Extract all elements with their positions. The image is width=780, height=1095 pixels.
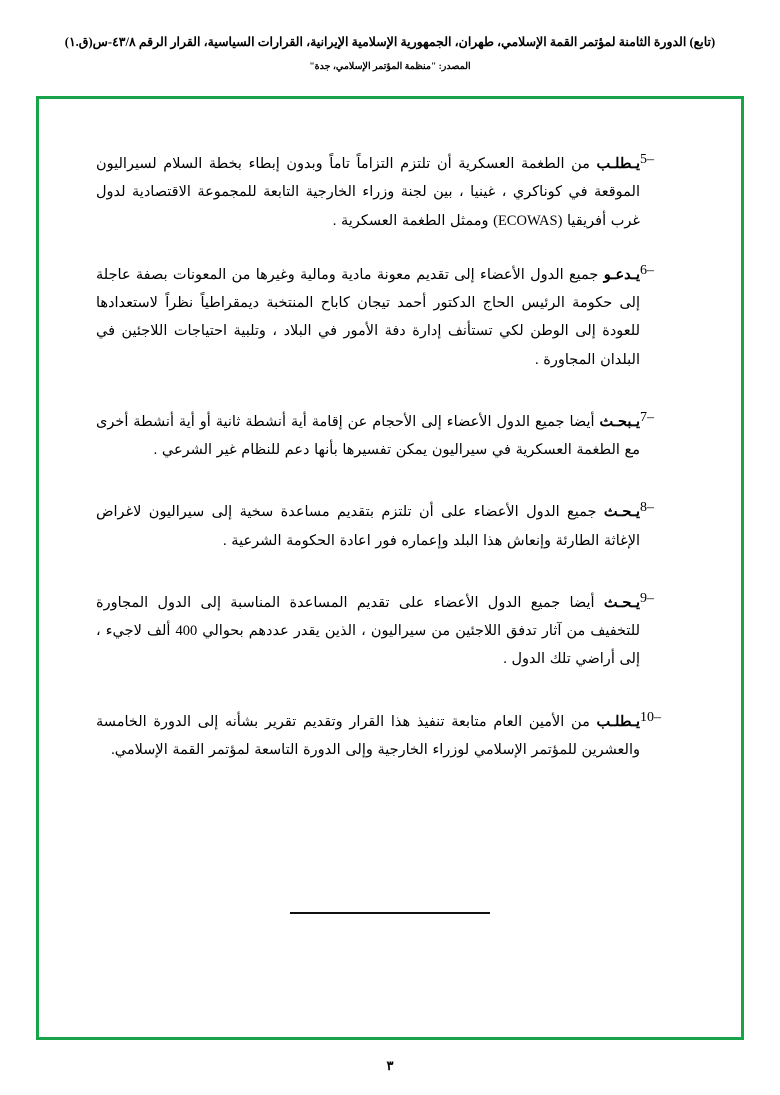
clause-body-text: من الطغمة العسكرية أن تلتزم التزاماً تاماً وبدون إبطاء بخطة السلام لسيراليون الموقعة في كوناكري ، غينيا ، بين لجنة وزراء الخارجية التابعة للمجموعة الاقتصادية لدول غرب أفريقيا (ECOWAS) وممثل الطغمة العسكرية . — [96, 156, 640, 229]
clause-body-text: جميع الدول الأعضاء على أن تلتزم بتقديم مساعدة سخية إلى سيراليون لاغراض الإغاثة الطارئة وإنعاش هذا البلد وإعماره فور اعادة الحكومة الشرعية . — [96, 504, 640, 549]
clause-number-value: 10 — [640, 709, 654, 725]
clause-item — [96, 408, 684, 465]
clause-number-value: 5 — [640, 152, 647, 167]
clause-number-value: 8 — [640, 500, 647, 516]
clause-item — [96, 589, 684, 674]
clause-dash: – — [647, 262, 654, 278]
clause-body-text: أيضا جميع الدول الأعضاء على تقديم المساعدة المناسبة إلى الدول المجاورة للتخفيف من آثار تدفق اللاجئين من سيراليون ، الذين يقدر عددهم بحوالي 400 ألف لاجيء ، إلى أراضي تلك الدول . — [96, 594, 640, 668]
page-number: ٣ — [386, 1058, 394, 1073]
clause-number-value: 6 — [640, 262, 647, 278]
clause-body-text: جميع الدول الأعضاء إلى تقديم معونة مادية ومالية وغيرها من المعونات بصفة عاجلة إلى حكومة الرئيس الحاج الدكتور أحمد تيجان كاباح المنتخبة ديمقراطياً نظراً لاستعدادها للعودة إلى الوطن لكي تستأنف إدارة دفة الأمور في البلاد ، وتلبية احتياجات اللاجئين في البلدان المجاورة . — [96, 266, 640, 368]
clause-list — [96, 150, 684, 790]
clause-dash: – — [647, 409, 654, 425]
clause-dash: – — [647, 152, 654, 167]
clause-text — [96, 408, 640, 465]
clause-number — [640, 498, 684, 516]
clause-lead-verb: يـطلـب — [596, 713, 640, 730]
clause-body-text: من الأمين العام متابعة تنفيذ هذا القرار وتقديم تقرير بشأنه إلى الدورة الخامسة والعشرين للمؤتمر الإسلامي لوزراء الخارجية وإلى الدورة التاسعة لمؤتمر القمة الإسلامي. — [96, 713, 640, 758]
clause-text — [96, 498, 640, 555]
document-header — [0, 34, 780, 72]
clause-number — [640, 708, 684, 726]
clause-lead-verb: يـطلـب — [596, 156, 640, 172]
clause-text — [96, 708, 640, 765]
header-source: المصدر: "منظمة المؤتمر الإسلامي، جدة" — [309, 61, 471, 72]
clause-number — [640, 589, 684, 607]
clause-text — [96, 589, 640, 674]
clause-lead-verb: يـحـث — [603, 594, 640, 611]
clause-lead-verb: يـدعـو — [603, 266, 640, 283]
divider-line — [290, 912, 490, 914]
clause-body-text: أيضا جميع الدول الأعضاء إلى الأحجام عن إقامة أية أنشطة ثانية أو أية أنشطة أخرى مع الطغمة العسكرية في سيراليون يمكن تفسيرها بأنها دعم للنظام غير الشرعي . — [96, 413, 640, 459]
clause-lead-verb: يـحـث — [603, 504, 640, 521]
clause-item — [96, 150, 684, 235]
clause-item — [96, 498, 684, 555]
clause-number — [640, 261, 684, 279]
header-title: (تابع) الدورة الثامنة لمؤتمر القمة الإسلامي، طهران، الجمهورية الإسلامية الإيرانية، القرارات السياسية، القرار الرقم ٤٣/٨-س(ق.١) — [64, 35, 716, 49]
clause-item — [96, 261, 684, 374]
clause-number-value: 7 — [640, 409, 647, 425]
clause-lead-verb: يـبحـث — [599, 413, 640, 430]
clause-number — [640, 408, 684, 426]
clause-dash: – — [654, 709, 661, 725]
clause-text — [96, 150, 640, 235]
end-of-text-divider — [0, 912, 780, 914]
clause-item — [96, 708, 684, 765]
clause-number — [640, 150, 684, 168]
clause-number-value: 9 — [640, 590, 647, 606]
clause-dash: – — [647, 500, 654, 516]
clause-text — [96, 261, 640, 374]
clause-dash: – — [647, 590, 654, 606]
